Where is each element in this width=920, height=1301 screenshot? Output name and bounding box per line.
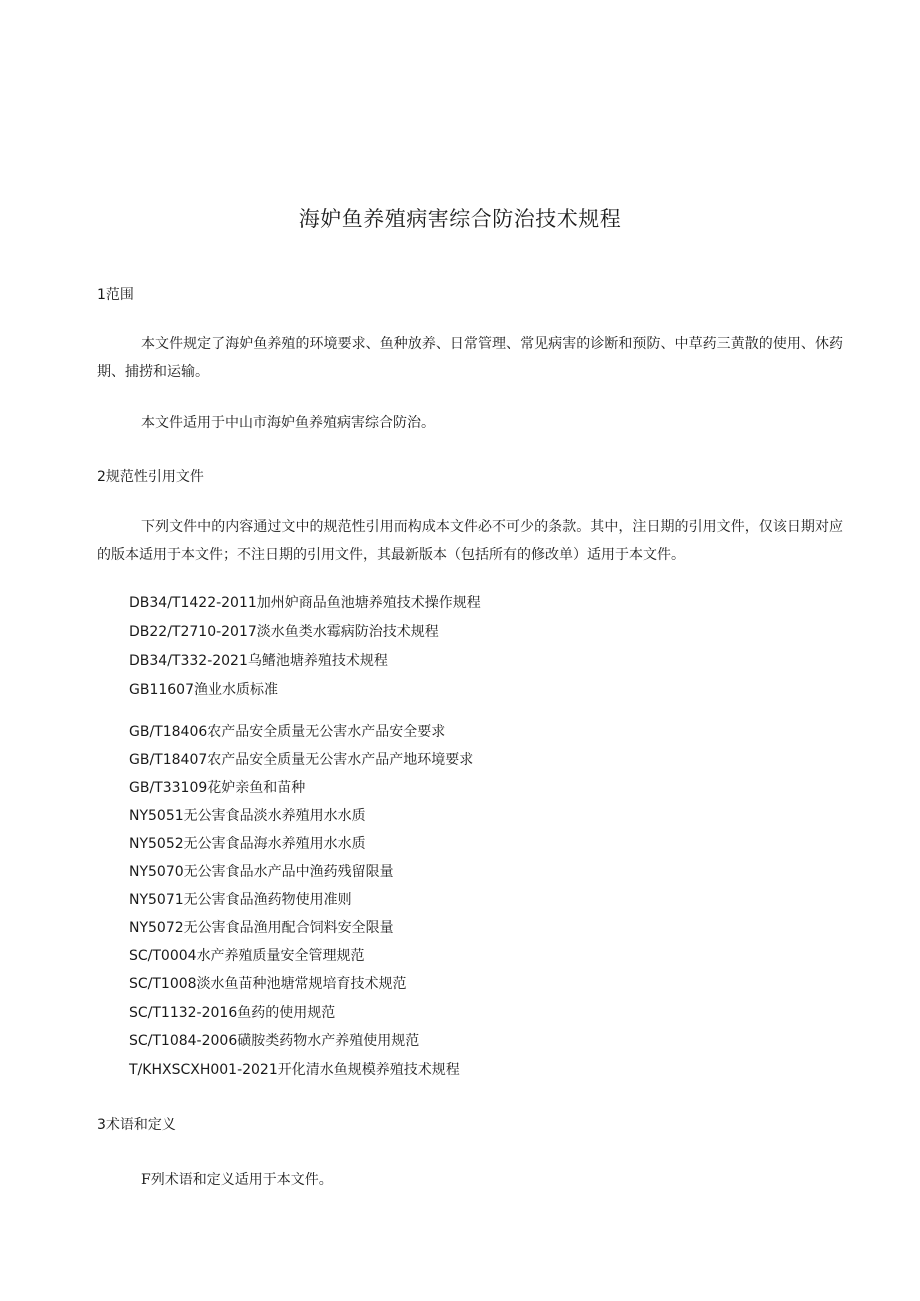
section-heading-scope: 1范围 (97, 287, 134, 303)
reference-item: SC/T1084-2006磺胺类药物水产养殖使用规范 (129, 1033, 420, 1049)
reference-item: GB/T18407农产品安全质量无公害水产品产地环境要求 (129, 752, 474, 768)
scope-paragraph-2: 本文件适用于中山市海妒鱼养殖病害综合防治。 (141, 415, 435, 431)
reference-item: DB34/T332-2021乌鳍池塘养殖技术规程 (129, 653, 388, 669)
reference-item: NY5070无公害食品水产品中渔药残留限量 (129, 864, 394, 880)
reference-item: NY5051无公害食品淡水养殖用水水质 (129, 808, 366, 824)
references-intro-paragraph: 下列文件中的内容通过文中的规范性引用而构成本文件必不可少的条款。其中，注日期的引用文件，仅该日期对应的版本适用于本文件；不注日期的引用文件，其最新版本（包括所有的修改单）适用于本文件。 (97, 519, 843, 563)
reference-item: SC/T1132-2016鱼药的使用规范 (129, 1005, 336, 1021)
document-title: 海妒鱼养殖病害综合防治技术规程 (298, 207, 622, 231)
reference-item: SC/T0004水产养殖质量安全管理规范 (129, 948, 365, 964)
reference-item: NY5072无公害食品渔用配合饲料安全限量 (129, 920, 394, 936)
reference-item: DB22/T2710-2017淡水鱼类水霉病防治技术规程 (129, 624, 439, 640)
reference-item: T/KHXSCXH001-2021开化清水鱼规模养殖技术规程 (129, 1062, 460, 1078)
reference-list-group-2 (129, 722, 473, 1080)
reference-item: GB/T18406农产品安全质量无公害水产品安全要求 (129, 724, 446, 740)
reference-item: DB34/T1422-2011加州妒商品鱼池塘养殖技术操作规程 (129, 595, 481, 611)
reference-item: SC/T1008淡水鱼苗种池塘常规培育技术规范 (129, 976, 407, 992)
reference-item: NY5052无公害食品海水养殖用水水质 (129, 836, 366, 852)
reference-item: GB11607渔业水质标准 (129, 682, 278, 698)
section-heading-normative-references: 2规范性引用文件 (97, 469, 204, 485)
scope-paragraph-1: 本文件规定了海妒鱼养殖的环境要求、鱼种放养、日常管理、常见病害的诊断和预防、中草药三黄散的使用、休药期、捕捞和运输。 (97, 336, 843, 380)
reference-item: NY5071无公害食品渔药物使用准则 (129, 892, 352, 908)
reference-list-group-1 (129, 593, 481, 700)
reference-item: GB/T33109花妒亲鱼和苗种 (129, 780, 306, 796)
section-heading-terms-definitions: 3术语和定义 (97, 1117, 176, 1133)
terms-paragraph: F列术语和定义适用于本文件。 (141, 1172, 333, 1188)
